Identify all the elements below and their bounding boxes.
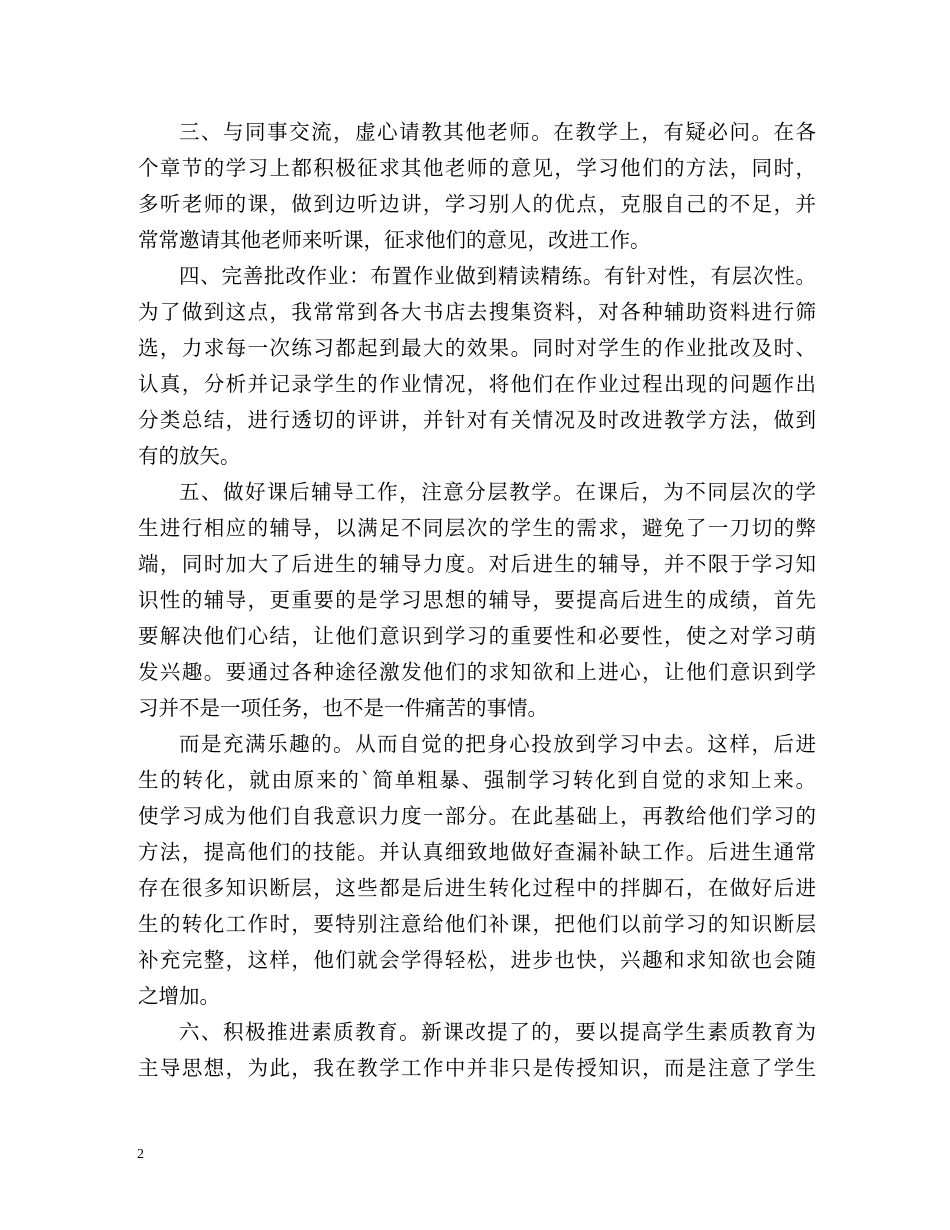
text-line: 选，力求每一次练习都起到最大的效果。同时对学生的作业批改及时、 [138,336,816,360]
text-line: 使学习成为他们自我意识力度一部分。在此基础上，再教给他们学习的 [138,804,816,828]
paragraph-continuation [138,726,816,1014]
text-line: 方法，提高他们的技能。并认真细致地做好查漏补缺工作。后进生通常 [138,840,816,864]
text-line: 补充完整，这样，他们就会学得轻松，进步也快，兴趣和求知欲也会随 [138,948,816,972]
text-line: 之增加。 [138,984,220,1008]
text-line: 认真，分析并记录学生的作业情况，将他们在作业过程出现的问题作出 [138,372,816,396]
text-line: 生的转化工作时，要特别注意给他们补课，把他们以前学习的知识断层 [138,912,816,936]
paragraph-3 [138,114,816,258]
text-line: 要解决他们心结，让他们意识到学习的重要性和必要性，使之对学习萌 [138,624,816,648]
text-line: 存在很多知识断层，这些都是后进生转化过程中的拌脚石，在做好后进 [138,876,816,900]
paragraph-5 [138,474,816,726]
text-line: 生进行相应的辅导，以满足不同层次的学生的需求，避免了一刀切的弊 [138,516,816,540]
text-line: 三、与同事交流，虚心请教其他老师。在教学上，有疑必问。在各 [179,120,816,144]
text-line: 习并不是一项任务，也不是一件痛苦的事情。 [138,696,548,720]
text-line: 多听老师的课，做到边听边讲，学习别人的优点，克服自己的不足，并 [138,192,816,216]
text-line: 而是充满乐趣的。从而自觉的把身心投放到学习中去。这样，后进 [179,732,816,756]
text-line: 生的转化，就由原来的`简单粗暴、强制学习转化到自觉的求知上来。 [138,768,816,792]
text-line: 发兴趣。要通过各种途径激发他们的求知欲和上进心，让他们意识到学 [138,660,816,684]
page-number: 2 [137,1147,144,1162]
text-line: 六、积极推进素质教育。新课改提了的，要以提高学生素质教育为 [179,1020,816,1044]
paragraph-4 [138,258,816,474]
text-line: 主导思想，为此，我在教学工作中并非只是传授知识，而是注意了学生 [138,1056,816,1080]
text-line: 端，同时加大了后进生的辅导力度。对后进生的辅导，并不限于学习知 [138,552,816,576]
text-line: 识性的辅导，更重要的是学习思想的辅导，要提高后进生的成绩，首先 [138,588,816,612]
text-line: 五、做好课后辅导工作，注意分层教学。在课后，为不同层次的学 [179,480,816,504]
text-line: 分类总结，进行透切的评讲，并针对有关情况及时改进教学方法，做到 [138,408,816,432]
text-line: 四、完善批改作业：布置作业做到精读精练。有针对性，有层次性。 [179,264,816,288]
text-line: 个章节的学习上都积极征求其他老师的意见，学习他们的方法，同时， [138,156,816,180]
body-text [138,114,816,1086]
text-line: 有的放矢。 [138,444,241,468]
text-line: 为了做到这点，我常常到各大书店去搜集资料，对各种辅助资料进行筛 [138,300,816,324]
paragraph-6 [138,1014,816,1086]
text-line: 常常邀请其他老师来听课，征求他们的意见，改进工作。 [138,228,651,252]
